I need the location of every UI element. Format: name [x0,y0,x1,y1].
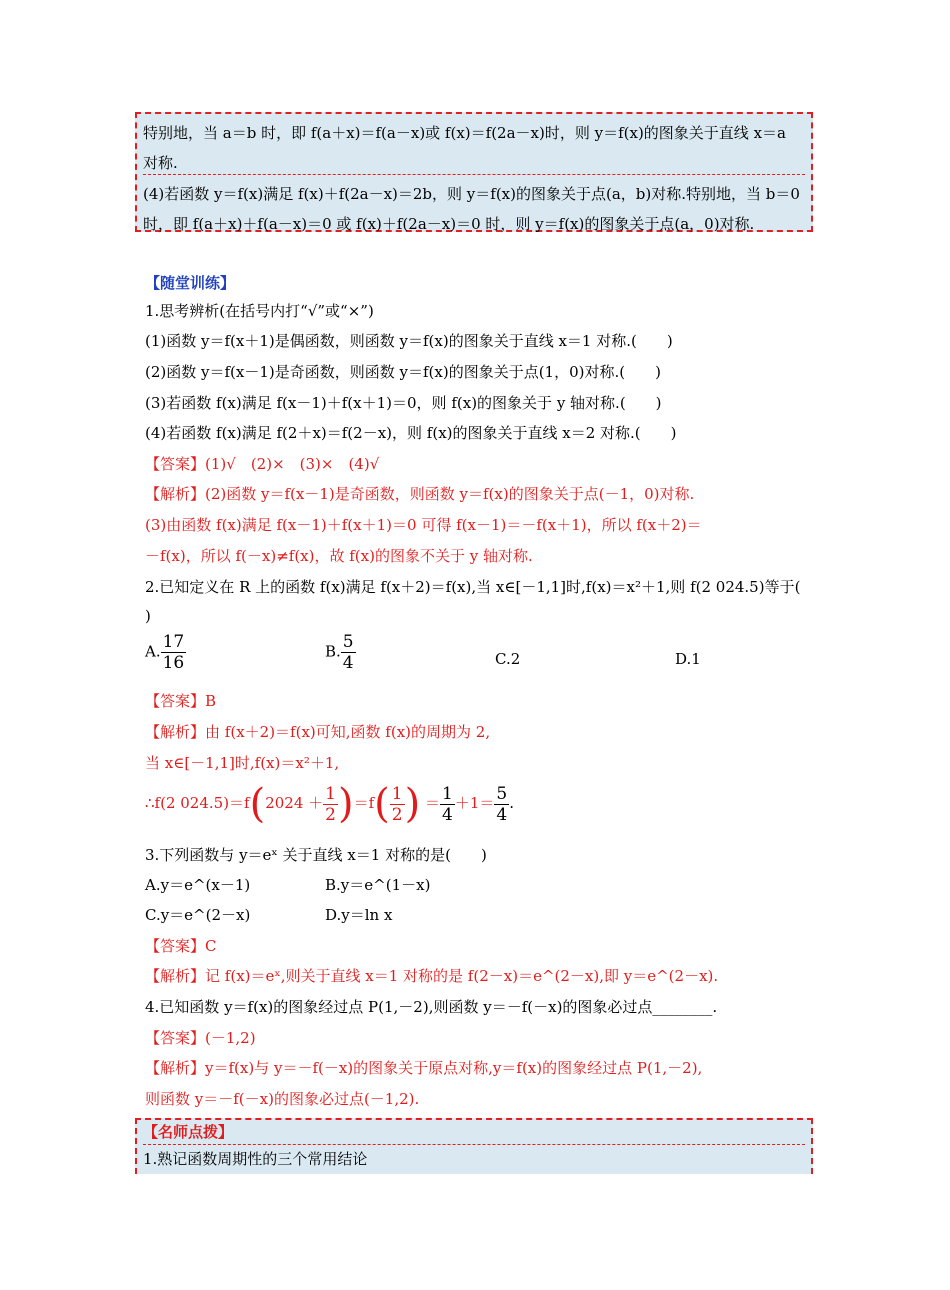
q2-option-a-den: 16 [162,653,185,673]
q1-analysis-1 [145,483,694,505]
q2-half-fraction-2 [390,784,405,825]
q2-option-a [145,632,186,673]
q2-calc-2024: 2024 ＋ [265,794,324,812]
q3-option-c: C.y＝e^(2－x) [145,906,251,924]
q3-option-a: A.y＝e^(x－1) [145,876,251,894]
q3-answer [145,935,217,957]
q2-stem-1: 2.已知定义在 R 上的函数 f(x)满足 f(x＋2)＝f(x),当 x∈[－1,1]时,f(x)＝x²＋1,则 f(2 024.5)等于( [145,578,801,596]
q2-result-fraction [494,784,509,825]
q3-analysis-tag: 【解析】 [145,967,206,985]
q2-analysis-3: ∴f(2 024.5)＝f(2024 ＋ $\frac{1}{2}$ )＝f( $\frac{1}{2}$ ) ＝ $\frac{1}{4}$ ＋1＝ $\frac{5}{4}$ . [145,781,514,827]
q4-stem: 4.已知函数 y＝f(x)的图象经过点 P(1,－2),则函数 y＝－f(－x)的图象必过点________. [145,998,718,1016]
paren-close-1: ) [338,781,354,827]
q2-half-den-1: 2 [325,804,336,825]
q4-analysis-1 [145,1057,702,1079]
top-note-row-1: 特别地，当 a＝b 时，即 f(a＋x)＝f(a－x)或 f(x)＝f(2a－x)时，则 y＝f(x)的图象关于直线 x＝a 对称. [143,114,805,175]
q3-option-d: D.y＝ln x [325,906,393,924]
q2-answer-tag: 【答案】 [145,692,206,710]
q1-answer-value: (1)√ (2)× (3)× (4)√ [205,455,380,473]
q2-calc-eq: ＝ [425,794,441,812]
section-title: 【随堂训练】 [145,274,236,292]
q4-answer [145,1027,256,1049]
q3-answer-value: C [205,937,217,955]
q2-option-b-num: 5 [342,632,354,652]
q2-stem-2: ) [145,607,151,625]
q1-analysis-3: －f(x)，所以 f(－x)≠f(x)，故 f(x)的图象不关于 y 轴对称. [145,547,533,565]
q2-result-num: 5 [496,783,508,804]
q2-quarter-num: 1 [442,783,453,804]
q2-quarter-den: 4 [442,804,453,825]
q2-half-fraction-1 [323,784,338,825]
q1-analysis-2: (3)由函数 f(x)满足 f(x－1)＋f(x＋1)＝0 可得 f(x－1)＝－f(x＋1)，所以 f(x＋2)＝ [145,516,702,534]
q1-item-2: (2)函数 y＝f(x－1)是奇函数，则函数 y＝f(x)的图象关于点(1，0)对称.( ) [145,363,661,381]
q4-answer-tag: 【答案】 [145,1029,206,1047]
q2-answer-value: B [205,692,217,710]
q2-half-num-1: 1 [325,783,336,804]
bottom-note-title: 【名师点拨】 [143,1120,805,1145]
q2-calc-eqf: ＝f [353,794,375,812]
bottom-note-box [135,1118,813,1174]
q2-analysis-1 [145,721,490,743]
q2-option-b [325,632,356,673]
q1-item-3: (3)若函数 f(x)满足 f(x－1)＋f(x＋1)＝0，则 f(x)的图象关于 y 轴对称.( ) [145,394,662,412]
top-note-box [135,112,813,232]
q2-calc-plus: ＋1＝ [454,794,495,812]
q2-option-b-den: 4 [342,653,354,673]
q4-analysis-2: 则函数 y＝－f(－x)的图象必过点(－1,2). [145,1090,420,1108]
top-note-row-2: (4)若函数 y＝f(x)满足 f(x)＋f(2a－x)＝2b，则 y＝f(x)的图象关于点(a，b)对称.特别地，当 b＝0 时，即 f(a＋x)＋f(a－x)＝0 或 f(x)＋f(2a－x)＝0 时，则 y＝f(x)的图象关于点(a，0)对称. [143,185,800,233]
q3-stem: 3.下列函数与 y＝eˣ 关于直线 x＝1 对称的是( ) [145,846,487,864]
q2-option-b-label: B. [325,642,341,661]
q2-analysis-text-1: 由 f(x＋2)＝f(x)可知,函数 f(x)的周期为 2, [205,723,491,741]
q3-option-b: B.y＝e^(1－x) [325,876,431,894]
q1-item-1: (1)函数 y＝f(x＋1)是偶函数，则函数 y＝f(x)的图象关于直线 x＝1 对称.( ) [145,332,673,350]
paren-close-2: ) [404,781,421,827]
q1-answer [145,453,379,475]
q2-result-den: 4 [496,804,508,825]
bottom-note-row-1: 1.熟记函数周期性的三个常用结论 [143,1150,368,1168]
q2-option-c: C.2 [495,650,521,668]
q3-answer-tag: 【答案】 [145,937,206,955]
q1-analysis-tag: 【解析】 [145,485,206,503]
q2-quarter-fraction [440,784,455,825]
q2-half-den-2: 2 [391,804,403,825]
q4-analysis-tag: 【解析】 [145,1059,206,1077]
q4-analysis-text-1: y＝f(x)与 y＝－f(－x)的图象关于原点对称,y＝f(x)的图象经过点 P(1,－2), [205,1059,703,1077]
q2-option-a-num: 17 [162,632,185,652]
q2-option-b-fraction [341,632,356,673]
q1-stem: 1.思考辨析(在括号内打“√”或“×”) [145,302,374,320]
paren-open-1: ( [249,781,266,827]
q1-analysis-text-1: (2)函数 y＝f(x－1)是奇函数，则函数 y＝f(x)的图象关于点(－1，0)对称. [205,485,695,503]
q2-option-a-fraction [161,632,187,673]
q2-option-a-label: A. [145,642,161,661]
q3-analysis-text: 记 f(x)＝eˣ,则关于直线 x＝1 对称的是 f(2－x)＝e^(2－x),即 y＝e^(2－x). [205,967,719,985]
q2-half-num-2: 1 [391,783,403,804]
q2-analysis-2: 当 x∈[－1,1]时,f(x)＝x²＋1, [145,754,340,772]
q2-option-d: D.1 [675,650,701,668]
q2-analysis-tag: 【解析】 [145,723,206,741]
q2-calc-start: ∴f(2 024.5)＝f [145,794,250,812]
q3-analysis [145,965,718,987]
q1-item-4: (4)若函数 f(x)满足 f(2＋x)＝f(2－x)，则 f(x)的图象关于直线 x＝2 对称.( ) [145,424,677,442]
q4-answer-value: (－1,2) [205,1029,256,1047]
q1-answer-tag: 【答案】 [145,455,206,473]
paren-open-2: ( [374,781,390,827]
q2-answer [145,690,216,712]
